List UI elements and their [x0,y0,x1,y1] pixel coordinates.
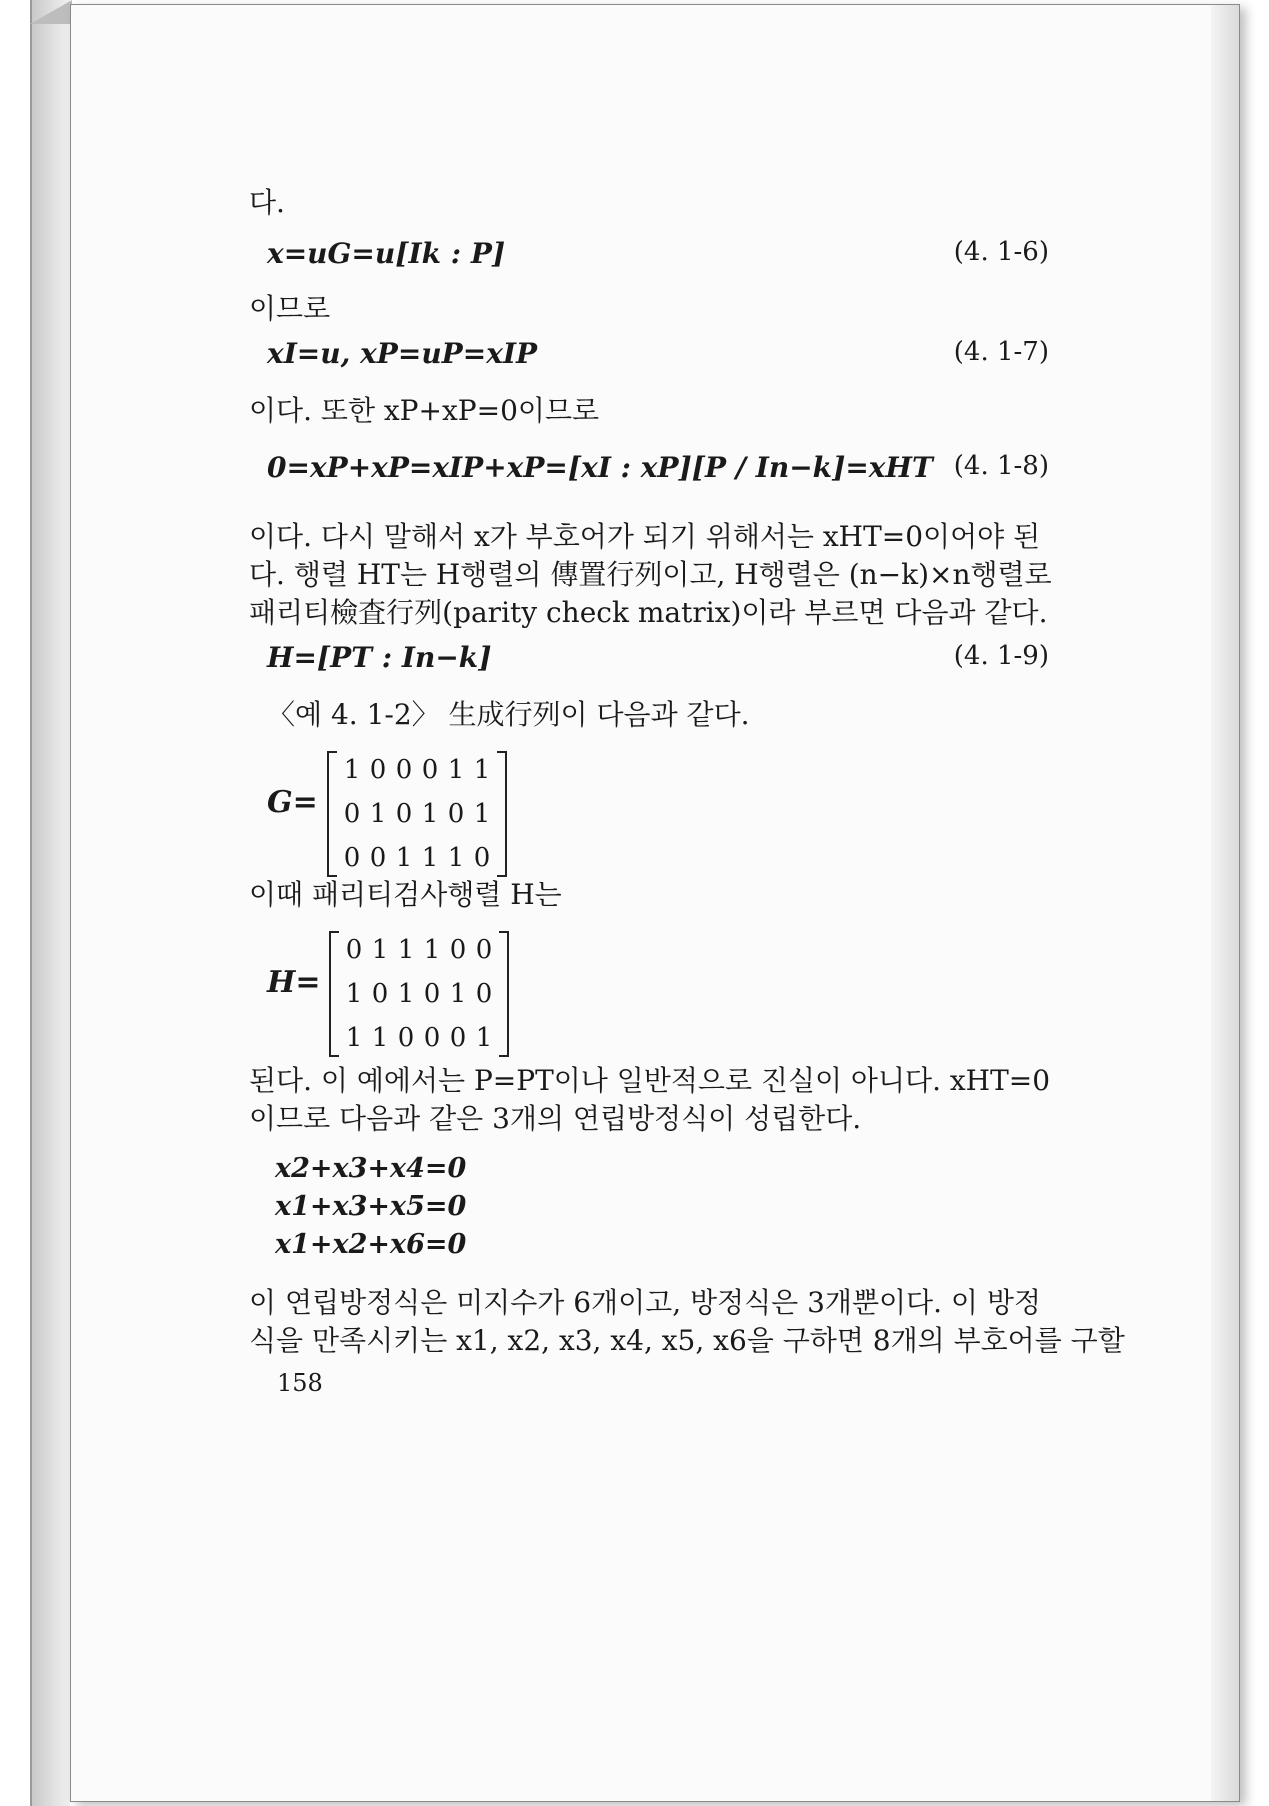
matrix-cell: 0 [475,979,493,1009]
text-line-7b: 이므로 다음과 같은 3개의 연립방정식이 성립한다. [249,1102,862,1135]
book-page [70,4,1240,1802]
matrix-cell: 1 [447,755,465,785]
text-line-2: 이므로 [249,292,331,325]
matrix-cell: 1 [371,1023,389,1053]
matrix-cell: 0 [447,799,465,829]
matrix-cell: 0 [449,935,467,965]
text-line-6: 이때 패리티검사행렬 H는 [249,878,562,911]
matrix-cell: 0 [369,755,387,785]
example-heading: 〈예 4. 1-2〉 生成行列이 다음과 같다. [267,698,750,731]
matrix-h-label: H= [267,965,321,1000]
equation-number-4-1-7: (4. 1-7) [953,337,1049,367]
matrix-cell: 1 [395,843,413,873]
equation-number-4-1-9: (4. 1-9) [953,641,1049,671]
matrix-cell: 0 [423,979,441,1009]
system-equation-2: x1+x3+x5=0 [275,1191,467,1222]
system-equation-1: x2+x3+x4=0 [275,1153,467,1184]
matrix-cell: 1 [371,935,389,965]
matrix-cell: 1 [423,935,441,965]
matrix-cell: 1 [475,1023,493,1053]
matrix-cell: 1 [421,843,439,873]
system-equation-3: x1+x2+x6=0 [275,1229,467,1260]
text-line-1: 다. [249,186,285,219]
text-line-3: 이다. 또한 xP+xP=0이므로 [249,394,600,427]
matrix-cell: 1 [449,979,467,1009]
matrix-g-label: G= [267,785,318,820]
matrix-cell: 1 [473,755,491,785]
text-line-7a: 된다. 이 예에서는 P=PT이나 일반적으로 진실이 아니다. xHT=0 [249,1064,1051,1097]
matrix-cell: 0 [371,979,389,1009]
matrix-cell: 1 [397,935,415,965]
matrix-cell: 0 [473,843,491,873]
text-line-8a: 이 연립방정식은 미지수가 6개이고, 방정식은 3개뿐이다. 이 방정 [249,1286,1041,1319]
equation-number-4-1-8: (4. 1-8) [953,451,1049,481]
matrix-cell: 1 [397,979,415,1009]
matrix-cell: 1 [473,799,491,829]
matrix-cell: 1 [345,979,363,1009]
text-line-4c: 패리티檢査行列(parity check matrix)이라 부르면 다음과 같다. [249,596,1048,629]
text-line-4a: 이다. 다시 말해서 x가 부호어가 되기 위해서는 xHT=0이어야 된 [249,520,1041,553]
matrix-cell: 0 [343,843,361,873]
matrix-cell: 0 [423,1023,441,1053]
matrix-cell: 0 [369,843,387,873]
text-line-8b: 식을 만족시키는 x1, x2, x3, x4, x5, x6을 구하면 8개의 부호어를 구할 [249,1324,1125,1357]
matrix-g [327,751,507,877]
matrix-cell: 0 [475,935,493,965]
text-line-4b: 다. 행렬 HT는 H행렬의 傳置行列이고, H행렬은 (n−k)×n행렬로 [249,558,1052,591]
matrix-cell: 0 [421,755,439,785]
matrix-cell: 0 [395,799,413,829]
matrix-cell: 1 [343,755,361,785]
equation-number-4-1-6: (4. 1-6) [953,237,1049,267]
matrix-cell: 0 [397,1023,415,1053]
matrix-cell: 1 [369,799,387,829]
matrix-cell: 0 [343,799,361,829]
equation-4-1-7: xI=u, xP=uP=xIP [267,337,538,370]
equation-4-1-6: x=uG=u[Ik : P] [267,237,506,270]
matrix-cell: 1 [447,843,465,873]
page-number: 158 [277,1369,323,1397]
equation-4-1-8: 0=xP+xP=xIP+xP=[xI : xP][P / In−k]=xHT [267,451,933,484]
matrix-cell: 1 [345,1023,363,1053]
book-spine [30,0,70,1806]
matrix-cell: 0 [345,935,363,965]
matrix-cell: 0 [449,1023,467,1053]
matrix-cell: 1 [421,799,439,829]
matrix-h [329,931,509,1057]
page-edge-shadow [1211,5,1239,1801]
equation-4-1-9: H=[PT : In−k] [267,641,492,674]
matrix-cell: 0 [395,755,413,785]
